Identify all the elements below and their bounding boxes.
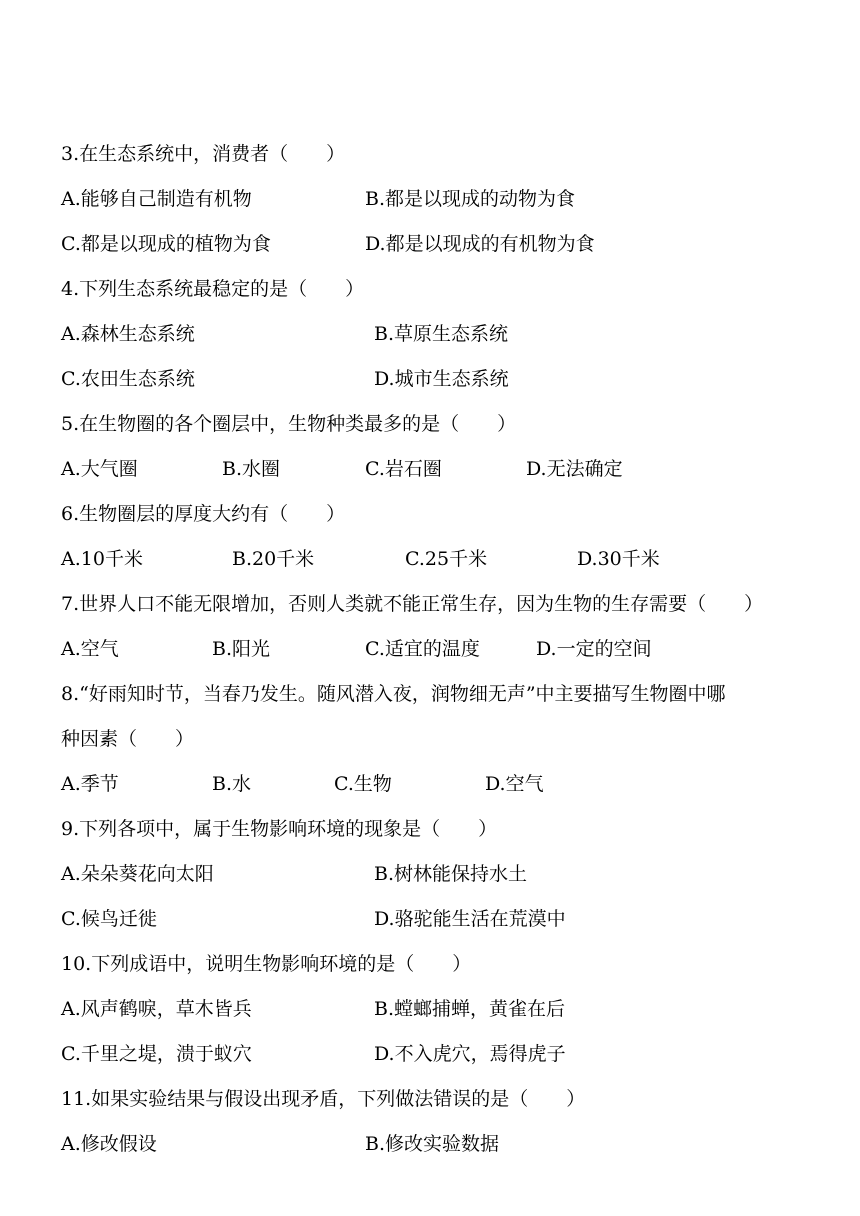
question-3-option-d: D.都是以现成的有机物为食 [365, 233, 595, 255]
question-10-option-d: D.不入虎穴，焉得虎子 [374, 1043, 566, 1065]
question-8-option-c: C.生物 [334, 773, 392, 795]
question-8-stem-line-2: 种因素（ ） [61, 728, 195, 750]
question-9-option-c: C.候鸟迁徙 [61, 908, 157, 930]
question-6-stem: 6.生物圈层的厚度大约有（ ） [61, 503, 346, 525]
question-6-option-d: D.30千米 [577, 548, 660, 570]
question-3-option-c: C.都是以现成的植物为食 [61, 233, 271, 255]
question-8-option-a: A.季节 [61, 773, 119, 795]
question-3-option-a: A.能够自己制造有机物 [61, 188, 252, 210]
question-7-option-b: B.阳光 [212, 638, 271, 660]
question-8-option-d: D.空气 [485, 773, 544, 795]
question-9-option-d: D.骆驼能生活在荒漠中 [374, 908, 566, 930]
question-11-option-b: B.修改实验数据 [365, 1133, 500, 1155]
question-10-stem: 10.下列成语中，说明生物影响环境的是（ ） [61, 953, 472, 975]
question-11-stem: 11.如果实验结果与假设出现矛盾，下列做法错误的是（ ） [61, 1088, 586, 1110]
question-6-option-c: C.25千米 [405, 548, 488, 570]
question-4-option-d: D.城市生态系统 [374, 368, 509, 390]
question-4-option-b: B.草原生态系统 [374, 323, 509, 345]
question-7-option-c: C.适宜的温度 [365, 638, 480, 660]
question-5-option-a: A.大气圈 [61, 458, 138, 480]
question-8-stem-line-1: 8.“好雨知时节，当春乃发生。随风潜入夜，润物细无声”中主要描写生物圈中哪 [61, 683, 726, 705]
question-9-option-a: A.朵朵葵花向太阳 [61, 863, 214, 885]
question-6-option-a: A.10千米 [61, 548, 143, 570]
question-3-stem: 3.在生态系统中，消费者（ ） [61, 143, 346, 165]
question-3-option-b: B.都是以现成的动物为食 [365, 188, 576, 210]
question-10-option-a: A.风声鹤唳，草木皆兵 [61, 998, 252, 1020]
question-8-option-b: B.水 [212, 773, 252, 795]
question-9-stem: 9.下列各项中，属于生物影响环境的现象是（ ） [61, 818, 498, 840]
question-10-option-b: B.螳螂捕蝉，黄雀在后 [374, 998, 566, 1020]
question-9-option-b: B.树林能保持水土 [374, 863, 528, 885]
question-5-stem: 5.在生物圈的各个圈层中，生物种类最多的是（ ） [61, 413, 517, 435]
question-5-option-d: D.无法确定 [526, 458, 623, 480]
question-7-option-a: A.空气 [61, 638, 119, 660]
question-4-option-a: A.森林生态系统 [61, 323, 195, 345]
question-7-option-d: D.一定的空间 [536, 638, 652, 660]
question-4-stem: 4.下列生态系统最稳定的是（ ） [61, 278, 365, 300]
question-11-option-a: A.修改假设 [61, 1133, 157, 1155]
question-5-option-c: C.岩石圈 [365, 458, 442, 480]
question-10-option-c: C.千里之堤，溃于蚁穴 [61, 1043, 252, 1065]
question-4-option-c: C.农田生态系统 [61, 368, 195, 390]
question-6-option-b: B.20千米 [232, 548, 315, 570]
question-7-stem: 7.世界人口不能无限增加，否则人类就不能正常生存，因为生物的生存需要（ ） [61, 593, 764, 615]
question-5-option-b: B.水圈 [222, 458, 281, 480]
